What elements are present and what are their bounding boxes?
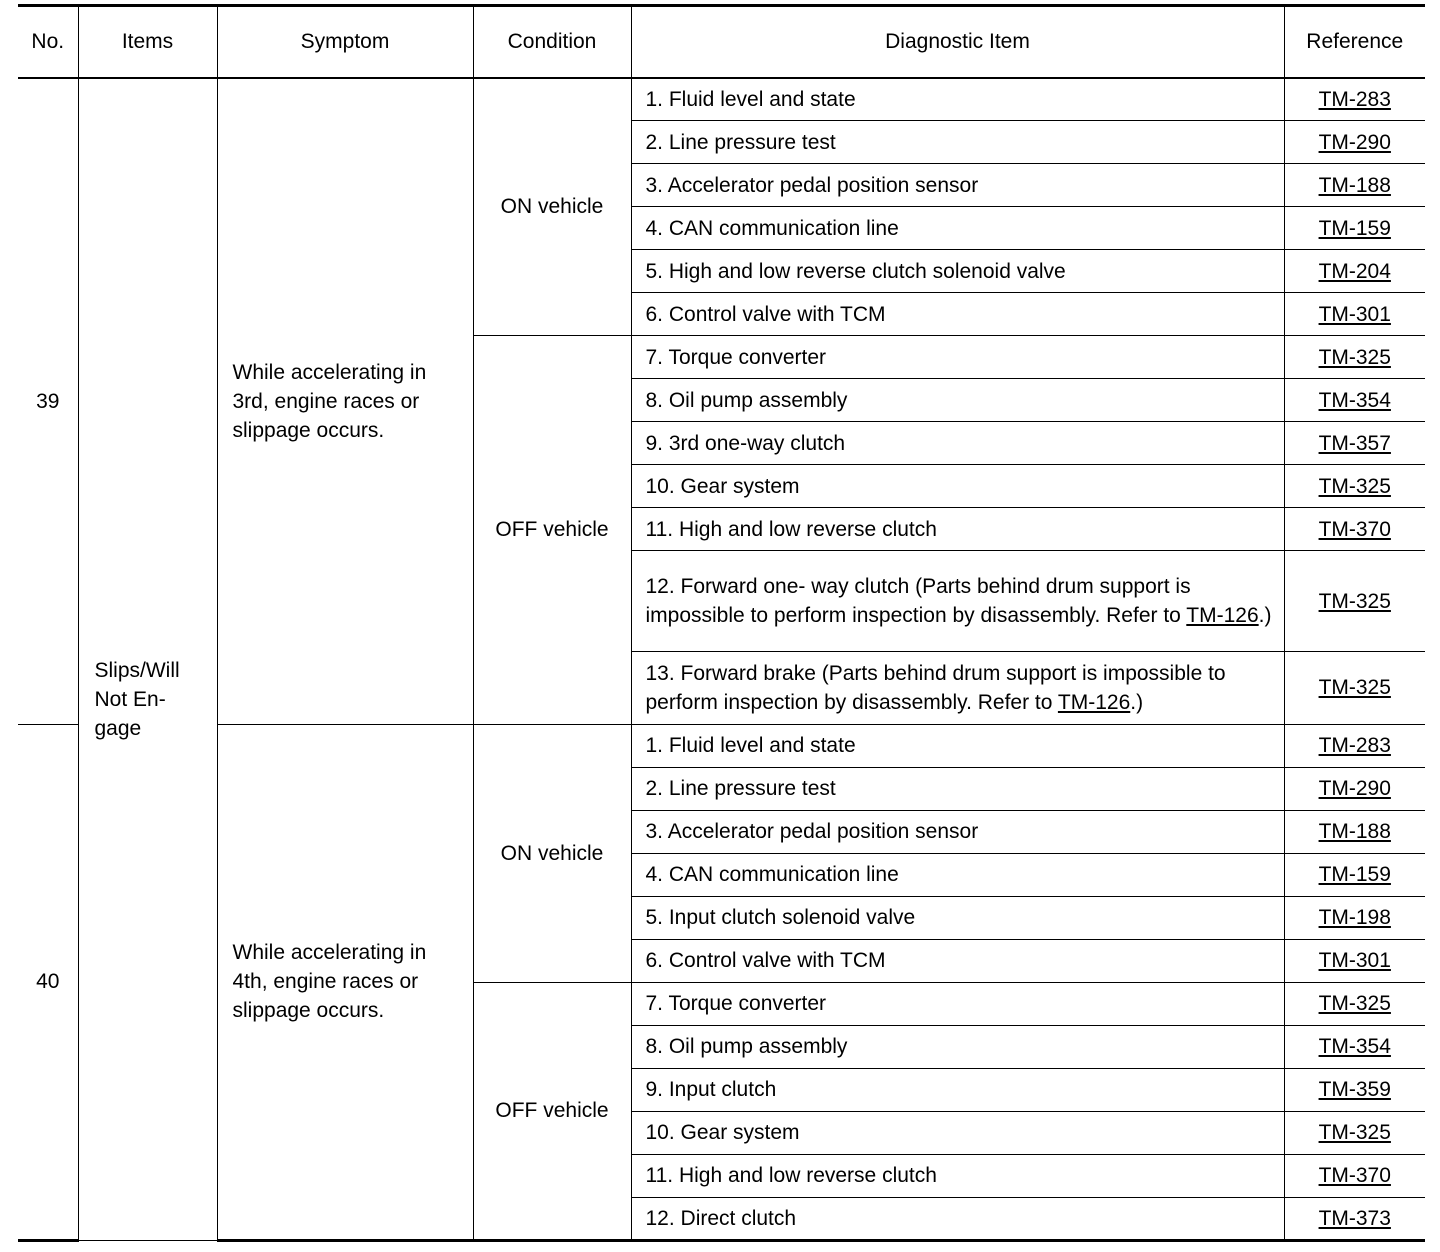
table-row	[18, 78, 1425, 121]
diagnostic-item	[631, 652, 1284, 724]
diagnostic-item: 11. High and low reverse clutch	[631, 1154, 1284, 1197]
symptom-39: While accelerating in 3rd, engine races or slippage occurs.	[217, 78, 473, 724]
diagnostic-item: 1. Fluid level and state	[631, 78, 1284, 121]
reference-cell	[1284, 422, 1425, 465]
reference-link[interactable]: TM-354	[1318, 388, 1391, 412]
header-reference: Reference	[1284, 6, 1425, 78]
diagnostic-item-text-end: .)	[1130, 690, 1144, 714]
header-no: No.	[18, 6, 78, 78]
reference-cell	[1284, 652, 1425, 724]
diagnostic-item: 3. Accelerator pedal position sensor	[631, 164, 1284, 207]
diagnostic-item: 4. CAN communication line	[631, 207, 1284, 250]
diagnostic-item: 4. CAN communication line	[631, 853, 1284, 896]
reference-link[interactable]: TM-325	[1318, 589, 1391, 613]
diagnostic-item: 2. Line pressure test	[631, 767, 1284, 810]
reference-link[interactable]: TM-159	[1318, 216, 1391, 240]
reference-link[interactable]: TM-325	[1318, 1121, 1391, 1145]
header-condition: Condition	[473, 6, 631, 78]
reference-cell	[1284, 336, 1425, 379]
reference-link[interactable]: TM-325	[1318, 676, 1391, 700]
table-row	[18, 724, 1425, 767]
diagnostic-item: 12. Direct clutch	[631, 1197, 1284, 1240]
reference-cell	[1284, 896, 1425, 939]
row-number-40: 40	[18, 724, 78, 1240]
reference-link[interactable]: TM-325	[1318, 474, 1391, 498]
diagnosis-table	[18, 4, 1425, 1242]
diagnostic-item: 2. Line pressure test	[631, 121, 1284, 164]
reference-cell	[1284, 810, 1425, 853]
reference-cell	[1284, 767, 1425, 810]
reference-cell	[1284, 1111, 1425, 1154]
diagnostic-item: 9. 3rd one-way clutch	[631, 422, 1284, 465]
diagnostic-item: 6. Control valve with TCM	[631, 939, 1284, 982]
diagnostic-item-text-end: .)	[1258, 604, 1272, 628]
diagnostic-item: 6. Control valve with TCM	[631, 293, 1284, 336]
diagnostic-item: 7. Torque converter	[631, 982, 1284, 1025]
diagnostic-item: 3. Accelerator pedal position sensor	[631, 810, 1284, 853]
diagnostic-item: 10. Gear system	[631, 1111, 1284, 1154]
reference-link[interactable]: TM-198	[1318, 906, 1391, 930]
diagnostic-item: 7. Torque converter	[631, 336, 1284, 379]
reference-cell	[1284, 982, 1425, 1025]
reference-cell	[1284, 293, 1425, 336]
inline-reference-link[interactable]: TM-126	[1186, 604, 1259, 628]
reference-cell	[1284, 1068, 1425, 1111]
diagnostic-item: 9. Input clutch	[631, 1068, 1284, 1111]
diagnostic-item: 10. Gear system	[631, 465, 1284, 508]
reference-link[interactable]: TM-370	[1318, 517, 1391, 541]
diagnostic-item: 1. Fluid level and state	[631, 724, 1284, 767]
reference-cell	[1284, 508, 1425, 551]
reference-link[interactable]: TM-290	[1318, 130, 1391, 154]
items-label: Slips/Will Not En- gage	[94, 658, 180, 740]
reference-link[interactable]: TM-188	[1318, 173, 1391, 197]
diagnostic-item: 8. Oil pump assembly	[631, 1025, 1284, 1068]
reference-link[interactable]: TM-159	[1318, 863, 1391, 887]
reference-link[interactable]: TM-354	[1318, 1035, 1391, 1059]
condition-off-vehicle-40: OFF vehicle	[473, 982, 631, 1240]
inline-reference-link[interactable]: TM-126	[1057, 690, 1131, 714]
reference-cell	[1284, 724, 1425, 767]
condition-on-vehicle-39: ON vehicle	[473, 78, 631, 336]
reference-cell	[1284, 164, 1425, 207]
reference-link[interactable]: TM-370	[1318, 1164, 1391, 1188]
reference-cell	[1284, 551, 1425, 652]
reference-cell	[1284, 1154, 1425, 1197]
header-symptom: Symptom	[217, 6, 473, 78]
condition-off-vehicle-39: OFF vehicle	[473, 336, 631, 724]
reference-link[interactable]: TM-204	[1318, 259, 1391, 283]
reference-link[interactable]: TM-283	[1318, 734, 1391, 758]
reference-link[interactable]: TM-373	[1318, 1206, 1391, 1230]
header-diagnostic-item: Diagnostic Item	[631, 6, 1284, 78]
diagnostic-item-text: 13. Forward brake (Parts behind drum support is impossible to perform inspection by disassembly. Refer to	[645, 661, 1226, 714]
diagnostic-item: 11. High and low reverse clutch	[631, 508, 1284, 551]
reference-cell	[1284, 121, 1425, 164]
reference-cell	[1284, 78, 1425, 121]
diagnostic-item-text: 12. Forward one- way clutch (Parts behind drum support is impossible to perform inspection by disassembly. Refer to	[645, 575, 1191, 628]
reference-link[interactable]: TM-290	[1318, 777, 1391, 801]
reference-cell	[1284, 1197, 1425, 1240]
reference-link[interactable]: TM-301	[1318, 949, 1391, 973]
reference-link[interactable]: TM-359	[1318, 1078, 1391, 1102]
reference-link[interactable]: TM-357	[1318, 431, 1391, 455]
row-number-39: 39	[18, 78, 78, 724]
reference-link[interactable]: TM-301	[1318, 302, 1391, 326]
items-cell	[78, 78, 217, 1241]
reference-cell	[1284, 465, 1425, 508]
diagnostic-item: 8. Oil pump assembly	[631, 379, 1284, 422]
reference-link[interactable]: TM-325	[1318, 992, 1391, 1016]
reference-cell	[1284, 939, 1425, 982]
header-items: Items	[78, 6, 217, 78]
reference-link[interactable]: TM-325	[1318, 345, 1391, 369]
diagnostic-item: 5. High and low reverse clutch solenoid valve	[631, 250, 1284, 293]
condition-on-vehicle-40: ON vehicle	[473, 724, 631, 982]
header-row	[18, 6, 1425, 78]
reference-cell	[1284, 1025, 1425, 1068]
reference-cell	[1284, 379, 1425, 422]
symptom-40: While accelerating in 4th, engine races or slippage occurs.	[217, 724, 473, 1240]
diagnostic-item: 5. Input clutch solenoid valve	[631, 896, 1284, 939]
reference-cell	[1284, 853, 1425, 896]
reference-cell	[1284, 250, 1425, 293]
reference-link[interactable]: TM-188	[1318, 820, 1391, 844]
reference-cell	[1284, 207, 1425, 250]
reference-link[interactable]: TM-283	[1318, 87, 1391, 111]
diagnostic-item	[631, 551, 1284, 652]
